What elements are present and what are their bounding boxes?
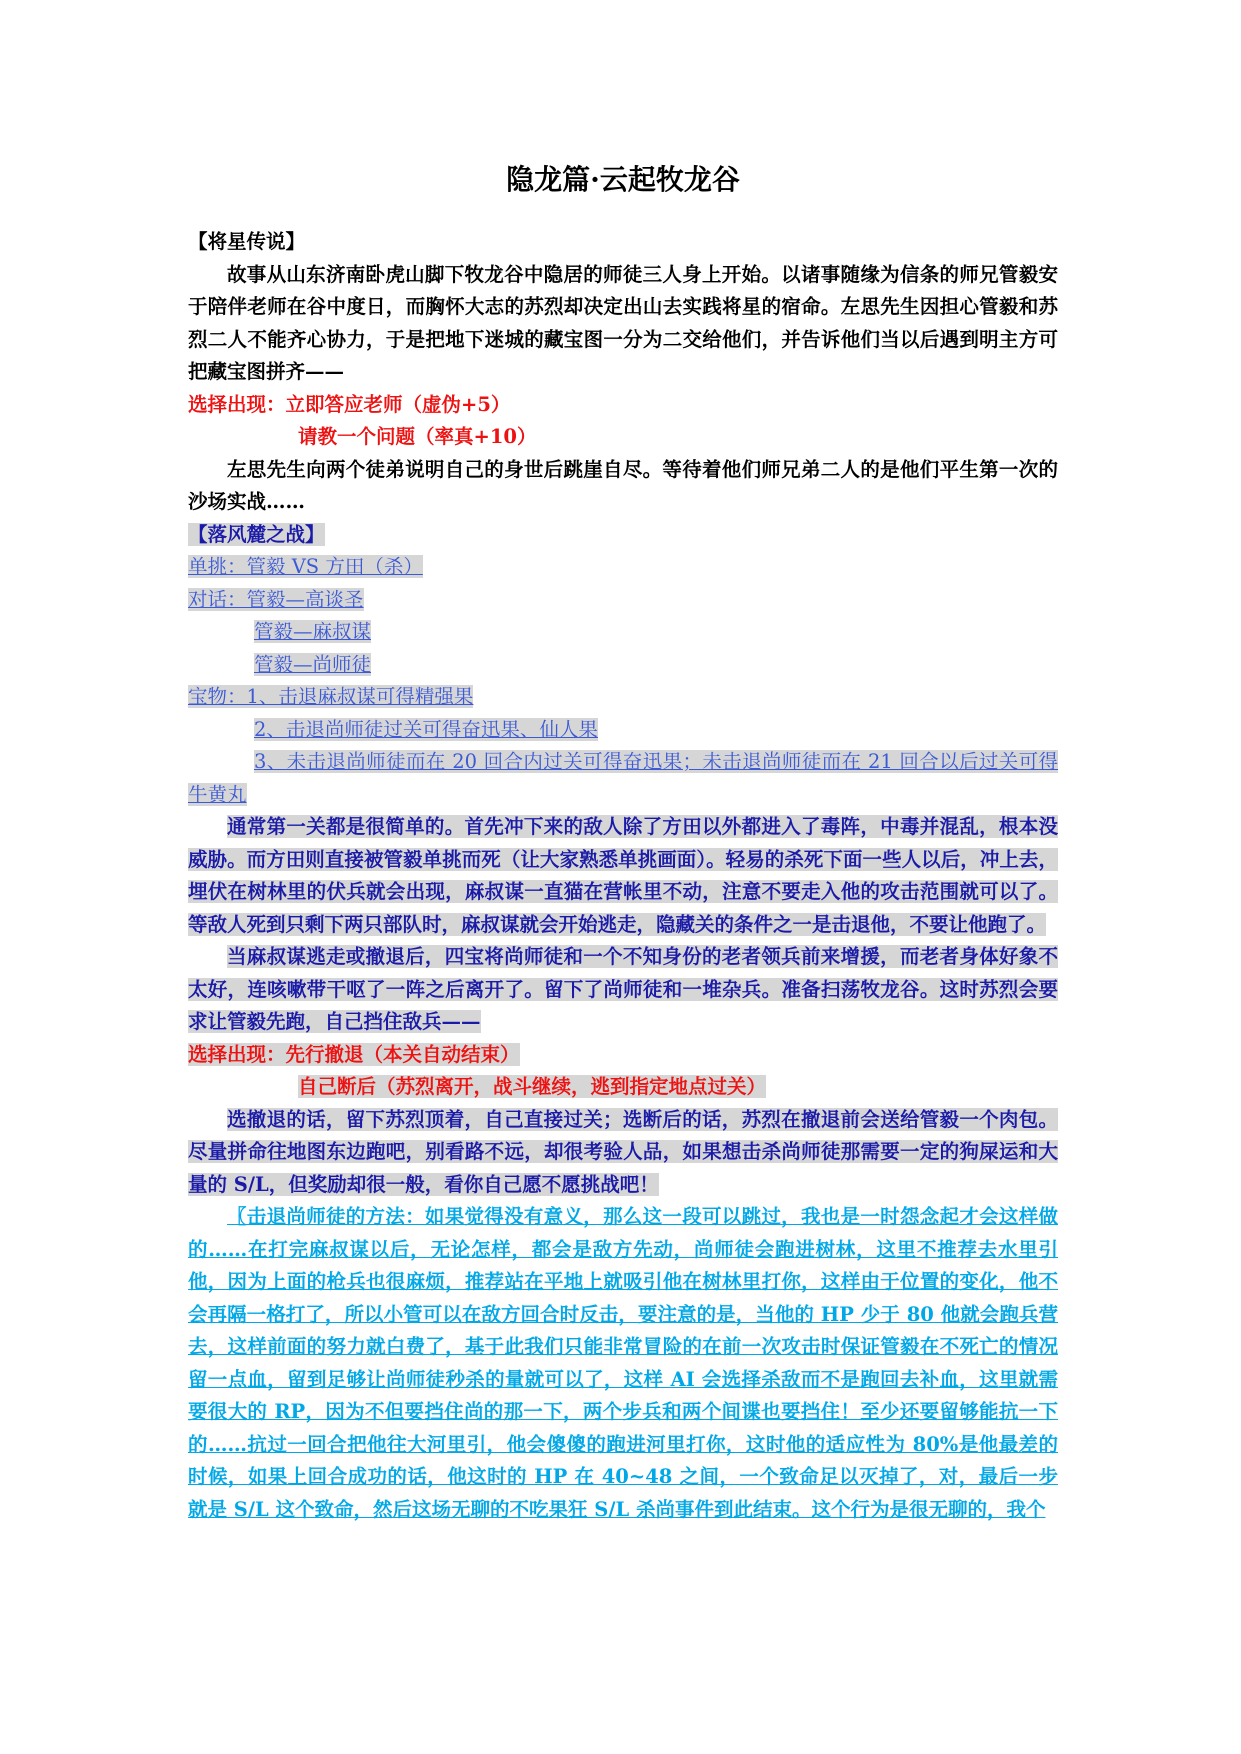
treasure-link-3[interactable]: 3、未击退尚师徒而在 20 回合内过关可得奋迅果；未击退尚师徒而在 21 回合以后过关可得牛黄丸 bbox=[188, 750, 1058, 806]
choice2-label: 选择出现： bbox=[188, 1042, 286, 1066]
walkthrough-paragraph-2 bbox=[188, 941, 1058, 1039]
treasure-link-2[interactable]: 2、击退尚师徒过关可得奋迅果、仙人果 bbox=[254, 717, 598, 741]
dialog-link-1[interactable]: 管毅—高谈圣 bbox=[246, 587, 364, 611]
treasure-row-3 bbox=[188, 746, 1058, 811]
duel-row bbox=[188, 551, 1058, 584]
choice1-option2: 请教一个问题（率真+10） bbox=[298, 425, 537, 448]
treasure-label[interactable]: 宝物： bbox=[188, 685, 247, 708]
tip-link[interactable]: 〖击退尚师徒的方法：如果觉得没有意义，那么这一段可以跳过，我也是一时怨念起才会这样做的……在打完麻叔谋以后，无论怎样，都会是敌方先动，尚师徒会跑进树林，这里不推荐去水里引他，因为上面的枪兵也很麻烦，推荐站在平地上就吸引他在树林里打你，这样由于位置的变化，他不会再隔一格打了，所以小管可以在敌方回合时反击，要注意的是，当他的 HP 少于 80 他就会跑兵营去，这样前面的努力就白费了，基于此我们只能非常冒险的在前一次攻击时保证管毅在不死亡的情况留一点血，留到足够让尚师徒秒杀的量就可以了，这样 AI 会选择杀敌而不是跑回去补血，这里就需要很大的 RP，因为不但要挡住尚的那一下，两个步兵和两个间谍也要挡住！至少还要留够能抗一下的……抗过一回合把他往大河里引，他会傻傻的跑进河里打你，这时他的适应性为 80%是他最差的时候，如果上回合成功的话，他这时的 HP 在 40~48 之间，一个致命足以灭掉了，对，最后一步就是 S/L 这个致命，然后这场无聊的不吃果狂 S/L 杀尚事件到此结束。这个行为是很无聊的，我个 bbox=[188, 1205, 1058, 1521]
document-body bbox=[188, 160, 1058, 1526]
choice2-row2 bbox=[188, 1071, 1058, 1104]
treasure-row-1 bbox=[188, 681, 1058, 714]
choice1-label: 选择出现： bbox=[188, 392, 286, 416]
walkthrough-paragraph-3 bbox=[188, 1104, 1058, 1202]
treasure-link-1[interactable]: 1、击退麻叔谋可得精强果 bbox=[246, 685, 474, 708]
section-header-legend: 【将星传说】 bbox=[188, 230, 306, 253]
duel-link[interactable]: 单挑：管毅 VS 方田（杀） bbox=[188, 555, 423, 578]
dialog-link-3[interactable]: 管毅—尚师徒 bbox=[254, 652, 372, 676]
dialog-row-3 bbox=[188, 649, 1058, 682]
dialog-row-2 bbox=[188, 616, 1058, 649]
choice2-option1: 先行撤退（本关自动结束） bbox=[285, 1042, 520, 1066]
dialog-label[interactable]: 对话： bbox=[188, 587, 247, 611]
choice2-row1 bbox=[188, 1039, 1058, 1072]
battle-header-row bbox=[188, 519, 1058, 552]
battle-header: 【落风麓之战】 bbox=[188, 522, 325, 546]
tip-paragraph bbox=[188, 1201, 1058, 1526]
walkthrough-text-2: 当麻叔谋逃走或撤退后，四宝将尚师徒和一个不知身份的老者领兵前来增援，而老者身体好象不太好，连咳嗽带干呕了一阵之后离开了。留下了尚师徒和一堆杂兵。准备扫荡牧龙谷。这时苏烈会要求让管毅先跑，自己挡住敌兵—— bbox=[188, 945, 1058, 1033]
dialog-row-1 bbox=[188, 584, 1058, 617]
page-title: 隐龙篇·云起牧龙谷 bbox=[506, 163, 740, 196]
choice2-option2: 自己断后（苏烈离开，战斗继续，逃到指定地点过关） bbox=[298, 1075, 767, 1098]
after-choice1-paragraph: 左思先生向两个徒弟说明自己的身世后跳崖自尽。等待着他们师兄弟二人的是他们平生第一次的沙场实战…… bbox=[188, 457, 1058, 513]
treasure-row-2 bbox=[188, 714, 1058, 747]
intro-paragraph: 故事从山东济南卧虎山脚下牧龙谷中隐居的师徒三人身上开始。以诸事随缘为信条的师兄管毅安于陪伴老师在谷中度日，而胸怀大志的苏烈却决定出山去实践将星的宿命。左思先生因担心管毅和苏烈二人不能齐心协力，于是把地下迷城的藏宝图一分为二交给他们，并告诉他们当以后遇到明主方可把藏宝图拼齐—— bbox=[188, 262, 1058, 383]
dialog-link-2[interactable]: 管毅—麻叔谋 bbox=[254, 620, 372, 643]
walkthrough-text-1: 通常第一关都是很简单的。首先冲下来的敌人除了方田以外都进入了毒阵，中毒并混乱，根本没威胁。而方田则直接被管毅单挑而死（让大家熟悉单挑画面）。轻易的杀死下面一些人以后，冲上去，埋伏在树林里的伏兵就会出现，麻叔谋一直猫在营帐里不动，注意不要走入他的攻击范围就可以了。等敌人死到只剩下两只部队时，麻叔谋就会开始逃走，隐藏关的条件之一是击退他，不要让他跑了。 bbox=[188, 815, 1058, 936]
choice1-option1: 立即答应老师（虚伪+5） bbox=[285, 392, 511, 416]
walkthrough-text-3: 选撤退的话，留下苏烈顶着，自己直接过关；选断后的话，苏烈在撤退前会送给管毅一个肉包。尽量拼命往地图东边跑吧，别看路不远，却很考验人品，如果想击杀尚师徒那需要一定的狗屎运和大量的 S/L，但奖励却很一般，看你自己愿不愿挑战吧！ bbox=[188, 1107, 1058, 1196]
choice1-row1 bbox=[188, 389, 1058, 422]
walkthrough-paragraph-1 bbox=[188, 811, 1058, 941]
